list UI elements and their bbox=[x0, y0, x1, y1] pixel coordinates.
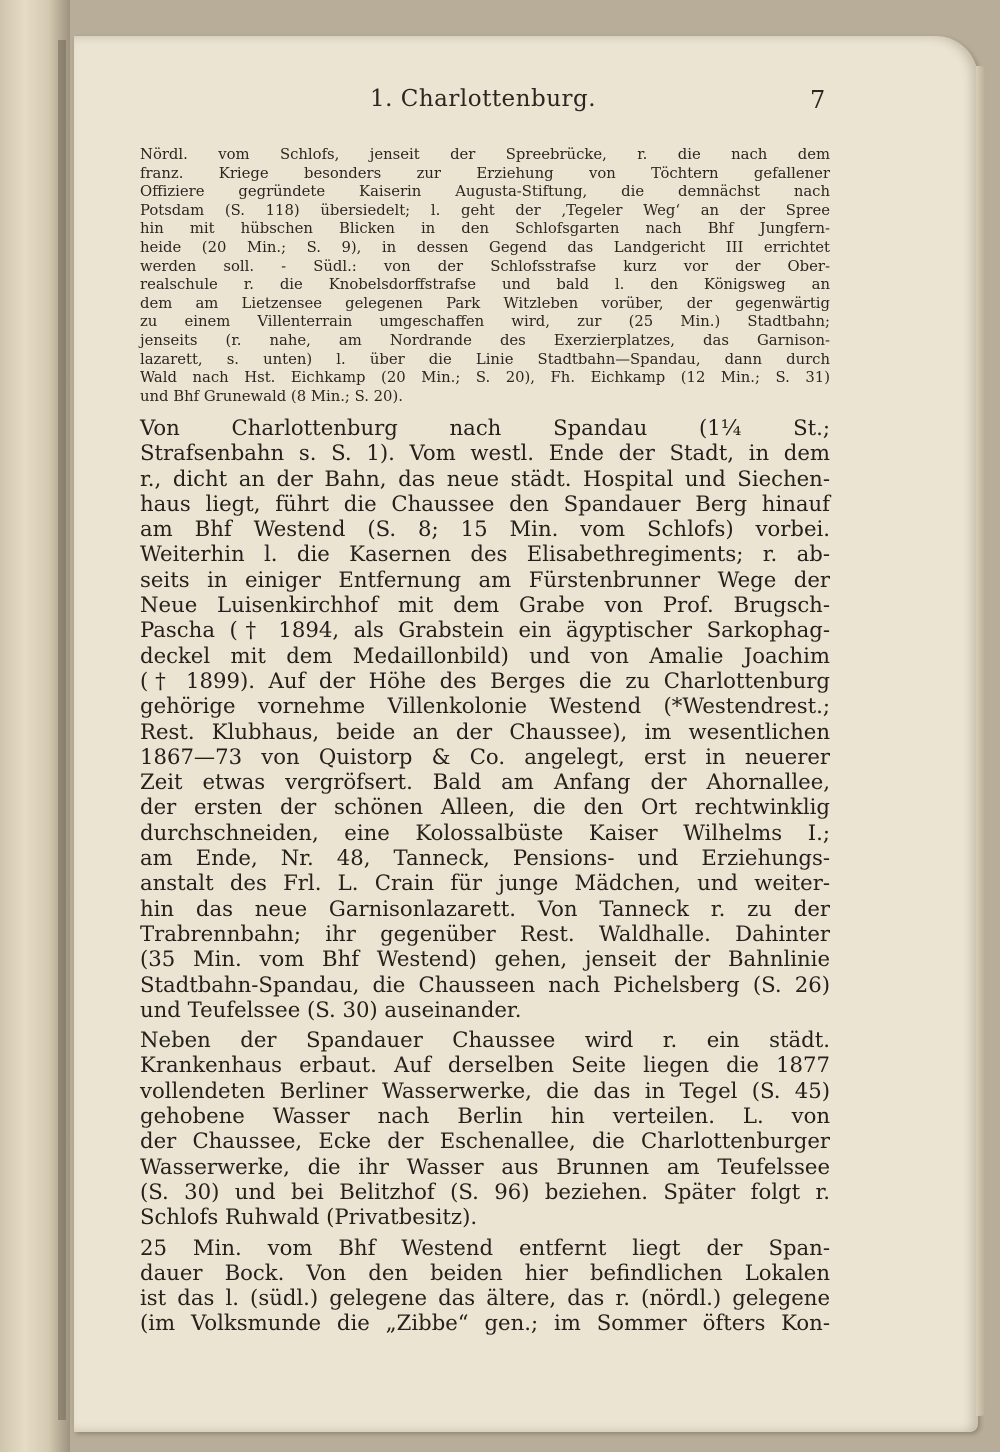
text-line: Neben der Spandauer Chaussee wird r. ein städt. bbox=[140, 1027, 830, 1053]
text-line: zu einem Villenterrain umgeschaffen wird, zur (25 Min.) Stadtbahn; bbox=[140, 313, 830, 331]
text-line: am Bhf Westend (S. 8; 15 Min. vom Schlofs) vorbei. bbox=[140, 516, 830, 542]
text-line: Zeit etwas vergröfsert. Bald am Anfang der Ahornallee, bbox=[140, 769, 830, 795]
text-line: Offiziere gegründete Kaiserin Augusta-Stiftung, die demnächst nach bbox=[140, 183, 830, 201]
text-line: († 1899). Auf der Höhe des Berges die zu Charlottenburg bbox=[140, 667, 830, 693]
text-line: Potsdam (S. 118) übersiedelt; l. geht der ‚Tegeler Weg‘ an der Spree bbox=[140, 201, 830, 219]
text-line: Stadtbahn-Spandau, die Chausseen nach Pichelsberg (S. 26) bbox=[140, 971, 830, 997]
page-number: 7 bbox=[810, 86, 826, 114]
text-line: Pascha († 1894, als Grabstein ein ägyptischer Sarkophag- bbox=[140, 617, 830, 643]
text-line: und Teufelssee (S. 30) auseinander. bbox=[140, 996, 522, 1022]
text-line: hin das neue Garnisonlazarett. Von Tanneck r. zu der bbox=[140, 895, 830, 921]
text-line: Rest. Klubhaus, beide an der Chaussee), im wesentlichen bbox=[140, 718, 830, 744]
text-line: Krankenhaus erbaut. Auf derselben Seite liegen die 1877 bbox=[140, 1052, 830, 1078]
text-line: gehobene Wasser nach Berlin hin verteilen. L. von bbox=[140, 1103, 830, 1129]
text-line: dauer Bock. Von den beiden hier befindlichen Lokalen bbox=[140, 1259, 830, 1285]
running-title: 1. Charlottenburg. bbox=[370, 86, 597, 112]
text-line: Strafsenbahn s. S. 1). Vom westl. Ende der Stadt, in dem bbox=[140, 440, 830, 466]
book-page bbox=[74, 36, 978, 1432]
main-text bbox=[140, 415, 830, 1336]
text-line: heide (20 Min.; S. 9), in dessen Gegend das Landgericht III errichtet bbox=[140, 238, 830, 256]
spine-shadow bbox=[58, 40, 66, 1420]
text-line: Wald nach Hst. Eichkamp (20 Min.; S. 20), Fh. Eichkamp (12 Min.; S. 31) bbox=[140, 369, 830, 387]
text-line: lazarett, s. unten) l. über die Linie Stadtbahn—Spandau, dann durch bbox=[140, 350, 830, 368]
text-line: Wasserwerke, die ihr Wasser aus Brunnen am Teufelssee bbox=[140, 1153, 830, 1179]
text-line: franz. Kriege besonders zur Erziehung von Töchtern gefallener bbox=[140, 164, 830, 182]
text-line: gehörige vornehme Villenkolonie Westend (*Westendrest.; bbox=[140, 693, 830, 719]
text-line: der ersten der schönen Alleen, die den Ort rechtwinklig bbox=[140, 794, 830, 820]
text-line: am Ende, Nr. 48, Tanneck, Pensions- und Erziehungs- bbox=[140, 845, 830, 871]
text-line: durchschneiden, eine Kolossalbüste Kaiser Wilhelms I.; bbox=[140, 819, 830, 845]
text-line: dem am Lietzensee gelegenen Park Witzleben vorüber, der gegenwärtig bbox=[140, 294, 830, 312]
text-line: realschule r. die Knobelsdorffstrafse und bald l. den Königsweg an bbox=[140, 276, 830, 294]
text-line: Nördl. vom Schlofs, jenseit der Spreebrücke, r. die nach dem bbox=[140, 146, 830, 163]
small-print-paragraph bbox=[140, 146, 830, 406]
page-edge bbox=[976, 66, 986, 1416]
text-line: haus liegt, führt die Chaussee den Spandauer Berg hinauf bbox=[140, 490, 830, 516]
text-line: jenseits (r. nahe, am Nordrande des Exerzierplatzes, das Garnison- bbox=[140, 331, 830, 349]
text-line: und Bhf Grunewald (8 Min.; S. 20). bbox=[140, 387, 403, 405]
text-line: Trabrennbahn; ihr gegenüber Rest. Waldhalle. Dahinter bbox=[140, 920, 830, 946]
text-line: (35 Min. vom Bhf Westend) gehen, jenseit der Bahnlinie bbox=[140, 946, 830, 972]
text-line: deckel mit dem Medaillonbild) und von Amalie Joachim bbox=[140, 642, 830, 668]
page-header bbox=[74, 86, 978, 122]
text-line: Von Charlottenburg nach Spandau (1¼ St.; bbox=[140, 415, 830, 440]
text-line: ist das l. (südl.) gelegene das ältere, das r. (nördl.) gelegene bbox=[140, 1285, 830, 1311]
text-line: hin mit hübschen Blicken in den Schlofsgarten nach Bhf Jungfern- bbox=[140, 220, 830, 238]
text-line: (im Volksmunde die „Zibbe“ gen.; im Sommer öfters Kon- bbox=[140, 1310, 830, 1336]
text-line: 25 Min. vom Bhf Westend entfernt liegt der Span- bbox=[140, 1234, 830, 1260]
text-line: Schlofs Ruhwald (Privatbesitz). bbox=[140, 1204, 478, 1230]
text-line: Weiterhin l. die Kasernen des Elisabethregiments; r. ab- bbox=[140, 541, 830, 567]
text-line: vollendeten Berliner Wasserwerke, die das in Tegel (S. 45) bbox=[140, 1077, 830, 1103]
text-line: werden soll. - Südl.: von der Schlofsstrafse kurz vor der Ober- bbox=[140, 257, 830, 275]
text-line: (S. 30) und bei Belitzhof (S. 96) beziehen. Später folgt r. bbox=[140, 1178, 830, 1204]
text-line: der Chaussee, Ecke der Eschenallee, die Charlottenburger bbox=[140, 1128, 830, 1154]
text-line: r., dicht an der Bahn, das neue städt. Hospital und Siechen- bbox=[140, 465, 830, 491]
text-line: 1867—73 von Quistorp & Co. angelegt, erst in neuerer bbox=[140, 743, 830, 769]
text-line: anstalt des Frl. L. Crain für junge Mädchen, und weiter- bbox=[140, 870, 830, 896]
text-line: seits in einiger Entfernung am Fürstenbrunner Wege der bbox=[140, 566, 830, 592]
text-line: Neue Luisenkirchhof mit dem Grabe von Prof. Brugsch- bbox=[140, 592, 830, 618]
